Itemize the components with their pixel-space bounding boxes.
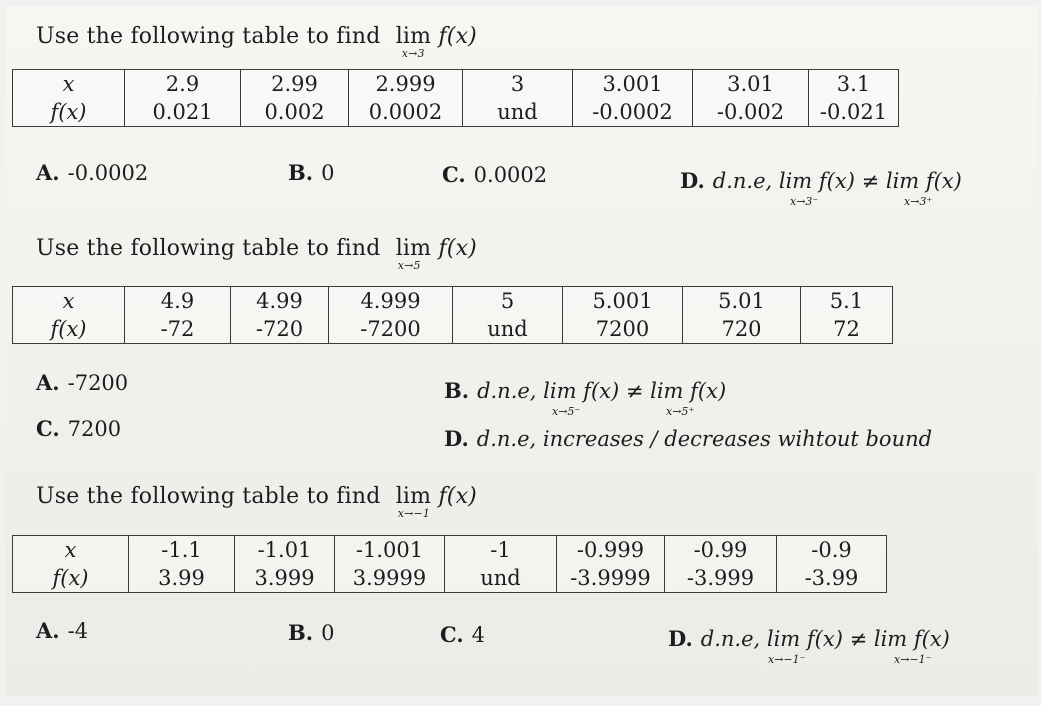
x-cell: 3.1 <box>809 70 899 99</box>
fx-cell: 3.999 <box>235 564 335 593</box>
x-cell: -0.9 <box>777 536 887 565</box>
problem-3-prompt <box>36 484 477 520</box>
problem-2-table <box>12 286 893 344</box>
x-row <box>13 287 893 316</box>
prompt-text: Use the following table to find <box>36 236 381 261</box>
lim-word: lim <box>395 24 432 49</box>
lim-subscript: x→5 <box>397 259 421 272</box>
choice-text: -7200 <box>67 371 129 395</box>
x-cell: -0.99 <box>665 536 777 565</box>
problem-1-choice-b[interactable] <box>288 160 334 185</box>
choice-text: 4 <box>471 623 486 647</box>
prompt-text: Use the following table to find <box>36 484 381 509</box>
choice-text: d.n.e, lim f(x) ≠ lim f(x) <box>712 169 962 193</box>
x-cell: 5.1 <box>801 287 893 316</box>
lim-word: lim <box>395 236 432 261</box>
choice-letter: A. <box>36 160 60 185</box>
choice-letter: A. <box>36 618 60 643</box>
choice-text: -4 <box>67 619 89 643</box>
x-cell: 4.99 <box>231 287 329 316</box>
x-row <box>13 70 899 99</box>
fx-cell: 3.99 <box>129 564 235 593</box>
choice-letter: D. <box>668 626 693 651</box>
x-row <box>13 536 887 565</box>
prompt-text: Use the following table to find <box>36 24 381 49</box>
fx-cell: 720 <box>683 315 801 344</box>
lim-subscript: x→3 <box>401 47 425 60</box>
fx-cell: und <box>445 564 557 593</box>
x-cell: -1.001 <box>335 536 445 565</box>
fx-label: f(x) <box>13 98 125 127</box>
x-label: x <box>13 287 125 316</box>
one-sided-sub-right: x→−1⁻ <box>894 653 932 666</box>
x-cell: 2.99 <box>241 70 349 99</box>
problem-3-choice-a[interactable] <box>36 618 88 643</box>
fx-cell: -7200 <box>329 315 453 344</box>
problem-1-prompt <box>36 24 477 60</box>
lim-function: f(x) <box>438 24 477 49</box>
problem-1-choice-d[interactable] <box>680 168 962 208</box>
fx-cell: -0.0002 <box>573 98 693 127</box>
fx-cell: -3.99 <box>777 564 887 593</box>
one-sided-sub-left: x→3⁻ <box>790 195 819 208</box>
fx-row <box>13 315 893 344</box>
fx-cell: und <box>463 98 573 127</box>
choice-text: d.n.e, lim f(x) ≠ lim f(x) <box>477 379 727 403</box>
lim-function: f(x) <box>438 236 477 261</box>
x-label: x <box>13 536 129 565</box>
x-cell: 3.001 <box>573 70 693 99</box>
choice-text: 0 <box>321 161 335 185</box>
x-cell: 3 <box>463 70 573 99</box>
fx-cell: 7200 <box>563 315 683 344</box>
fx-cell: 0.002 <box>241 98 349 127</box>
fx-label: f(x) <box>13 564 129 593</box>
x-cell: 4.999 <box>329 287 453 316</box>
fx-row <box>13 564 887 593</box>
x-cell: 2.9 <box>125 70 241 99</box>
x-label: x <box>13 70 125 99</box>
problem-2-choice-c[interactable] <box>36 416 121 441</box>
x-cell: 5.01 <box>683 287 801 316</box>
x-cell: -1.1 <box>129 536 235 565</box>
choice-letter: C. <box>36 416 60 441</box>
fx-cell: -72 <box>125 315 231 344</box>
choice-letter: D. <box>680 168 705 193</box>
problem-3-table <box>12 535 887 593</box>
x-cell: 5 <box>453 287 563 316</box>
lim-function: f(x) <box>438 484 477 509</box>
problem-1-table <box>12 69 899 127</box>
choice-letter: B. <box>288 620 314 645</box>
x-cell: 4.9 <box>125 287 231 316</box>
x-cell: 2.999 <box>349 70 463 99</box>
one-sided-sub-left: x→5⁻ <box>552 405 581 418</box>
fx-cell: 0.021 <box>125 98 241 127</box>
problem-1-choice-c[interactable] <box>442 162 547 187</box>
choice-letter: C. <box>442 162 466 187</box>
x-cell: -1.01 <box>235 536 335 565</box>
choice-text: 0.0002 <box>473 163 548 187</box>
choice-text: d.n.e, increases / decreases wihtout bound <box>476 427 933 451</box>
fx-cell: 3.9999 <box>335 564 445 593</box>
fx-cell: 0.0002 <box>349 98 463 127</box>
x-cell: 5.001 <box>563 287 683 316</box>
problem-2-choice-b[interactable] <box>444 378 727 418</box>
lim-word: lim <box>395 484 432 509</box>
choice-text: 7200 <box>67 417 122 441</box>
choice-letter: C. <box>440 622 464 647</box>
choice-letter: D. <box>444 426 469 451</box>
problem-3-choice-d[interactable] <box>668 626 950 666</box>
fx-cell: -0.002 <box>693 98 809 127</box>
limit-expression <box>395 24 477 60</box>
fx-cell: und <box>453 315 563 344</box>
fx-cell: -3.9999 <box>557 564 665 593</box>
choice-text: 0 <box>321 621 335 645</box>
x-cell: -0.999 <box>557 536 665 565</box>
problem-3-choice-b[interactable] <box>288 620 334 645</box>
problem-2-choice-d[interactable] <box>444 426 932 451</box>
one-sided-sub-left: x→−1⁻ <box>768 653 806 666</box>
fx-cell: -3.999 <box>665 564 777 593</box>
choice-text: d.n.e, lim f(x) ≠ lim f(x) <box>700 627 950 651</box>
lim-subscript: x→−1 <box>397 507 431 520</box>
limit-expression <box>395 236 477 272</box>
choice-letter: B. <box>444 378 470 403</box>
fx-cell: 72 <box>801 315 893 344</box>
choice-letter: A. <box>36 370 60 395</box>
problem-1-choice-a[interactable] <box>36 160 148 185</box>
choice-text: -0.0002 <box>67 161 149 185</box>
fx-label: f(x) <box>13 315 125 344</box>
limit-expression <box>395 484 477 520</box>
one-sided-sub-right: x→3⁺ <box>904 195 933 208</box>
problem-2-choice-a[interactable] <box>36 370 128 395</box>
choice-letter: B. <box>288 160 314 185</box>
x-cell: -1 <box>445 536 557 565</box>
problem-2-prompt <box>36 236 477 272</box>
problem-3-choice-c[interactable] <box>440 622 485 647</box>
fx-row <box>13 98 899 127</box>
fx-cell: -0.021 <box>809 98 899 127</box>
x-cell: 3.01 <box>693 70 809 99</box>
one-sided-sub-right: x→5⁺ <box>666 405 695 418</box>
fx-cell: -720 <box>231 315 329 344</box>
